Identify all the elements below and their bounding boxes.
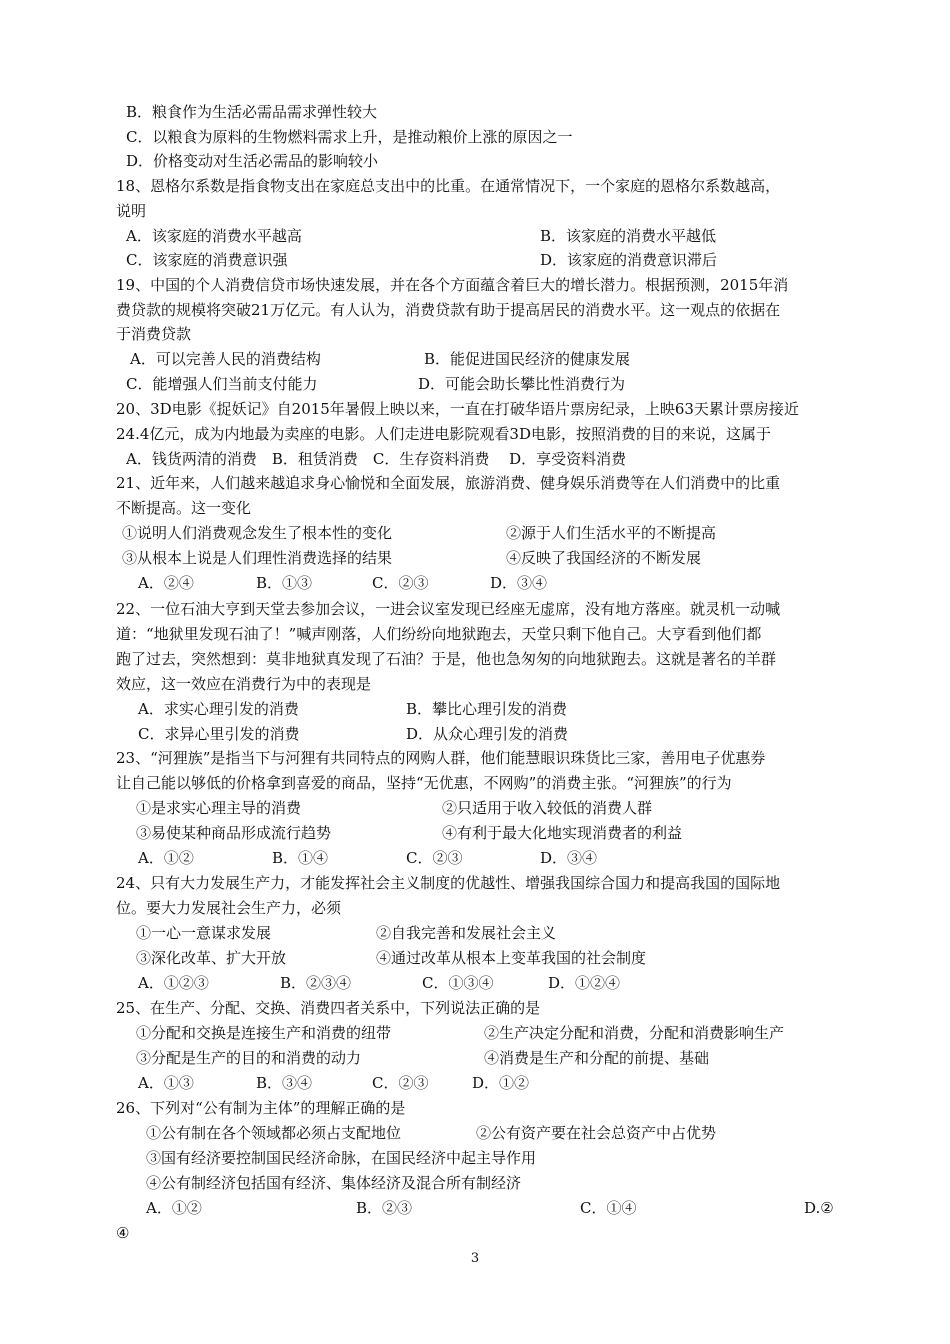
q23-option-d: D．③④ — [540, 849, 598, 867]
q21-statement-3: ③从根本上说是人们理性消费选择的结果 — [122, 549, 393, 567]
q24-option-d: D．①②④ — [548, 974, 621, 992]
q26-statement-1: ①公有制在各个领域都必须占支配地位 — [146, 1124, 402, 1142]
q23-option-c: C．②③ — [406, 849, 463, 867]
q24-statement-4: ④通过改革从根本上变革我国的社会制度 — [376, 949, 647, 967]
q19-stem-line1: 19、中国的个人消费信贷市场快速发展，并在各个方面蕴含着巨大的增长潜力。根据预测，2015年消 — [116, 276, 789, 294]
q22-option-a: A．求实心理引发的消费 — [138, 700, 299, 718]
q25-statement-3: ③分配是生产的目的和消费的动力 — [136, 1049, 362, 1067]
q26-statement-3: ③国有经济要控制国民经济命脉，在国民经济中起主导作用 — [146, 1149, 537, 1167]
q22-stem-line3: 跑了过去，突然想到：莫非地狱真发现了石油？于是，他也急匆匆的向地狱跑去。这就是著名的羊群 — [116, 650, 777, 668]
q22-stem-line4: 效应，这一效应在消费行为中的表现是 — [116, 675, 372, 693]
q21-stem-line1: 21、近年来，人们越来越追求身心愉悦和全面发展，旅游消费、健身娱乐消费等在人们消费中的比重 — [116, 474, 781, 492]
q25-statement-1: ①分配和交换是连接生产和消费的纽带 — [136, 1024, 392, 1042]
q23-stem-line2: 让自己能以够低的价格拿到喜爱的商品，坚持“无优惠，不网购”的消费主张。“河狸族”的行为 — [116, 774, 732, 792]
q26-stem-line1: 26、下列对“公有制为主体”的理解正确的是 — [116, 1099, 406, 1117]
q21-option-d: D．③④ — [490, 574, 548, 592]
q23-statement-4: ④有利于最大化地实现消费者的利益 — [442, 824, 683, 842]
q24-stem-line2: 位。要大力发展社会生产力，必须 — [116, 899, 342, 917]
q25-statement-2: ②生产决定分配和消费，分配和消费影响生产 — [484, 1024, 785, 1042]
q24-option-b: B．②③④ — [280, 974, 352, 992]
q23-statement-2: ②只适用于收入较低的消费人群 — [442, 799, 653, 817]
q26-statement-4: ④公有制经济包括国有经济、集体经济及混合所有制经济 — [146, 1174, 522, 1192]
q18-stem-line2: 说明 — [116, 202, 147, 220]
q23-stem-line1: 23、“河狸族”是指当下与河狸有共同特点的网购人群，他们能慧眼识珠货比三家，善用电子优惠券 — [116, 749, 766, 767]
q26-statement-2: ②公有资产要在社会总资产中占优势 — [476, 1124, 717, 1142]
q26-option-d-wrap: ④ — [116, 1224, 130, 1242]
q18-option-b: B．该家庭的消费水平越低 — [540, 227, 717, 245]
q23-option-b: B．①④ — [272, 849, 329, 867]
q19-stem-line3: 于消费贷款 — [116, 325, 192, 343]
q17-option-d: D．价格变动对生活必需品的影响较小 — [126, 152, 379, 170]
q23-statement-1: ①是求实心理主导的消费 — [136, 799, 302, 817]
q25-option-b: B．③④ — [256, 1074, 313, 1092]
q19-option-d: D．可能会助长攀比性消费行为 — [418, 375, 626, 393]
q22-option-c: C．求异心里引发的消费 — [138, 725, 300, 743]
q19-stem-line2: 费贷款的规模将突破21万亿元。有人认为，消费贷款有助于提高居民的消费水平。这一观点的依据在 — [116, 301, 781, 319]
q26-option-b: B．②③ — [356, 1199, 413, 1217]
q23-option-a: A．①② — [138, 849, 194, 867]
q26-option-a: A．①② — [146, 1199, 202, 1217]
q21-statement-1: ①说明人们消费观念发生了根本性的变化 — [122, 524, 393, 542]
q21-statement-2: ②源于人们生活水平的不断提高 — [506, 524, 717, 542]
q22-option-b: B．攀比心理引发的消费 — [406, 700, 568, 718]
q20-stem-line2: 24.4亿元，成为内地最为卖座的电影。人们走进电影院观看3D电影，按照消费的目的来说，这属于 — [116, 425, 771, 443]
q20-stem-line1: 20、3D电影《捉妖记》自2015年暑假上映以来，一直在打破华语片票房纪录，上映63天累计票房接近 — [116, 400, 799, 418]
q25-option-a: A．①③ — [138, 1074, 194, 1092]
q24-statement-2: ②自我完善和发展社会主义 — [376, 924, 557, 942]
q21-statement-4: ④反映了我国经济的不断发展 — [506, 549, 702, 567]
q20-options: A．钱货两清的消费 B．租赁消费 C．生存资料消费 D．享受资料消费 — [126, 450, 627, 468]
q25-option-d: D．①② — [472, 1074, 530, 1092]
q18-stem-line1: 18、恩格尔系数是指食物支出在家庭总支出中的比重。在通常情况下，一个家庭的恩格尔系数越高， — [116, 177, 781, 195]
q24-option-a: A．①②③ — [138, 974, 209, 992]
q19-option-c: C．能增强人们当前支付能力 — [126, 375, 318, 393]
q25-option-c: C．②③ — [372, 1074, 429, 1092]
q24-statement-3: ③深化改革、扩大开放 — [136, 949, 287, 967]
q24-statement-1: ①一心一意谋求发展 — [136, 924, 272, 942]
q18-option-d: D．该家庭的消费意识滞后 — [540, 251, 718, 269]
q18-option-a: A．该家庭的消费水平越高 — [126, 227, 302, 245]
q26-option-d: D.② — [804, 1199, 834, 1217]
q21-option-b: B．①③ — [256, 574, 313, 592]
q18-option-c: C．该家庭的消费意识强 — [126, 251, 288, 269]
q25-statement-4: ④消费是生产和分配的前提、基础 — [484, 1049, 710, 1067]
q19-option-b: B．能促进国民经济的健康发展 — [424, 350, 631, 368]
q21-option-a: A．②④ — [138, 574, 194, 592]
q22-stem-line1: 22、一位石油大亨到天堂去参加会议，一进会议室发现已经座无虚席，没有地方落座。就灵机一动喊 — [116, 600, 781, 618]
q17-option-c: C．以粮食为原料的生物燃料需求上升，是推动粮价上涨的原因之一 — [126, 128, 573, 146]
q24-stem-line1: 24、只有大力发展生产力，才能发挥社会主义制度的优越性、增强我国综合国力和提高我国的国际地 — [116, 874, 781, 892]
q25-stem-line1: 25、在生产、分配、交换、消费四者关系中，下列说法正确的是 — [116, 999, 541, 1017]
q23-statement-3: ③易使某种商品形成流行趋势 — [136, 824, 332, 842]
q21-option-c: C．②③ — [372, 574, 429, 592]
q21-stem-line2: 不断提高。这一变化 — [116, 499, 252, 517]
q22-option-d: D．从众心理引发的消费 — [406, 725, 569, 743]
q19-option-a: A．可以完善人民的消费结构 — [130, 350, 321, 368]
q22-stem-line2: 道：“地狱里发现石油了！”喊声刚落，人们纷纷向地狱跑去，天堂只剩下他自己。大亨看到他们都 — [116, 625, 762, 643]
q17-option-b: B．粮食作为生活必需品需求弹性较大 — [126, 103, 378, 121]
q24-option-c: C．①③④ — [422, 974, 494, 992]
page-number: 3 — [470, 1251, 480, 1266]
q26-option-c: C．①④ — [580, 1199, 637, 1217]
